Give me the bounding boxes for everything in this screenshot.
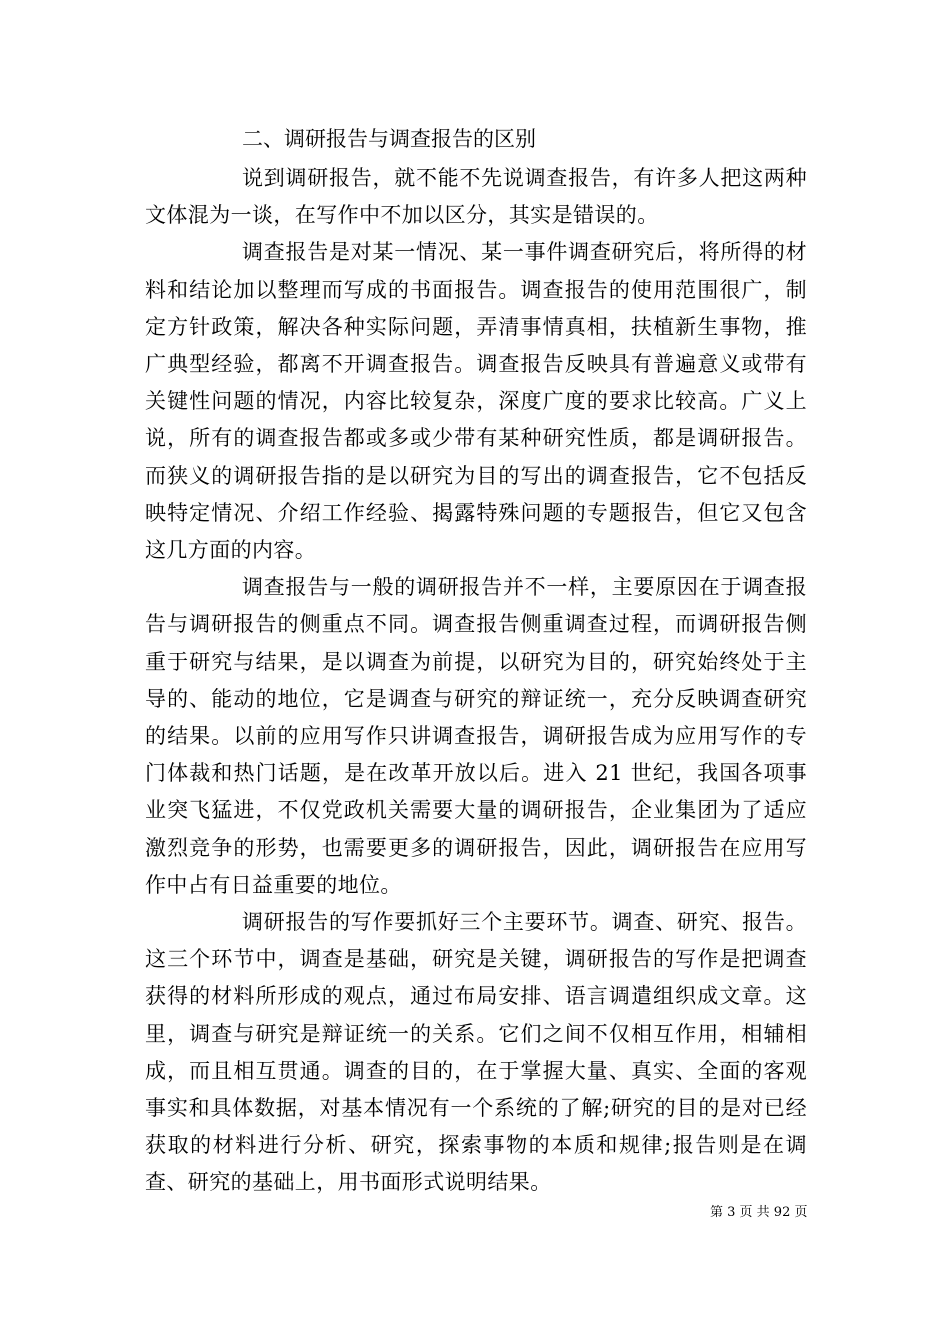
page-number: 第 3 页 共 92 页 xyxy=(710,1205,808,1220)
document-body xyxy=(145,160,807,1202)
paragraph-survey-report-definition: 调查报告是对某一情况、某一事件调查研究后，将所得的材料和结论加以整理而写成的书面报告。调查报告的使用范围很广，制定方针政策，解决各种实际问题，弄清事情真相，扶植新生事物，推广典型经验，都离不开调查报告。调查报告反映具有普遍意义或带有关键性问题的情况，内容比较复杂，深度广度的要求比较高。广义上说，所有的调查报告都或多或少带有某种研究性质，都是调研报告。而狭义的调研报告指的是以研究为目的写出的调查报告，它不包括反映特定情况、介绍工作经验、揭露特殊问题的专题报告，但它又包含这几方面的内容。 xyxy=(145,240,807,563)
section-heading: 二、调研报告与调查报告的区别 xyxy=(242,127,536,151)
paragraph-writing-steps: 调研报告的写作要抓好三个主要环节。调查、研究、报告。这三个环节中，调查是基础，研究是关键，调研报告的写作是把调查获得的材料所形成的观点，通过布局安排、语言调遣组织成文章。这里，调查与研究是辩证统一的关系。它们之间不仅相互作用，相辅相成，而且相互贯通。调查的目的，在于掌握大量、真实、全面的客观事实和具体数据，对基本情况有一个系统的了解;研究的目的是对已经获取的材料进行分析、研究，探索事物的本质和规律;报告则是在调查、研究的基础上，用书面形式说明结果。 xyxy=(145,910,807,1195)
paragraph-difference: 调查报告与一般的调研报告并不一样，主要原因在于调查报告与调研报告的侧重点不同。调查报告侧重调查过程，而调研报告侧重于研究与结果，是以调查为前提，以研究为目的，研究始终处于主导的、能动的地位，它是调查与研究的辩证统一，充分反映调查研究的结果。以前的应用写作只讲调查报告，调研报告成为应用写作的专门体裁和热门话题，是在改革开放以后。进入 21 世纪，我国各项事业突飞猛进，不仅党政机关需要大量的调研报告，企业集团为了适应激烈竞争的形势，也需要更多的调研报告，因此，调研报告在应用写作中占有日益重要的地位。 xyxy=(145,575,807,897)
paragraph-intro: 说到调研报告，就不能不先说调查报告，有许多人把这两种文体混为一谈，在写作中不加以区分，其实是错误的。 xyxy=(145,166,807,228)
